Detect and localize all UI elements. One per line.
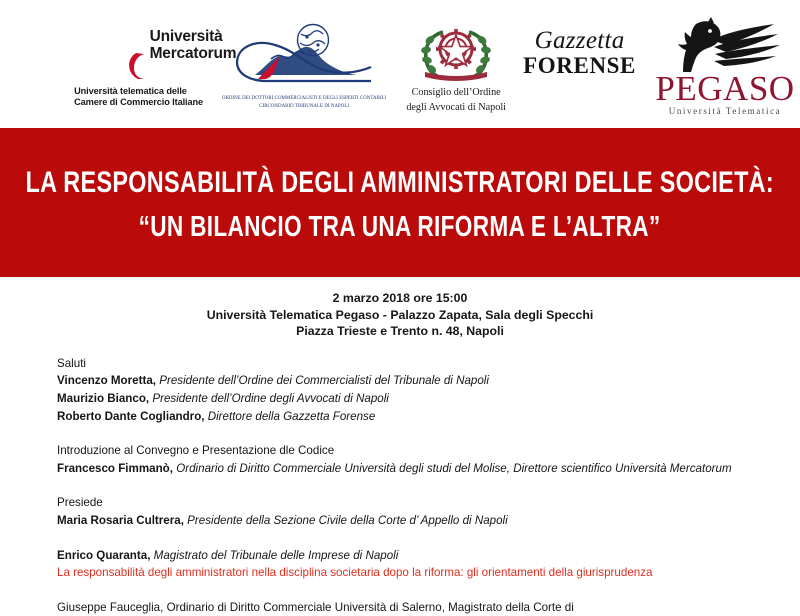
event-date: 2 marzo 2018 ore 15:00 bbox=[332, 291, 468, 305]
speaker-row bbox=[57, 547, 760, 565]
speaker-row bbox=[57, 408, 760, 426]
logo-universita-mercatorum bbox=[52, 28, 237, 108]
avvocati-caption-line2: degli Avvocati di Napoli bbox=[406, 102, 506, 113]
program-spacer bbox=[57, 582, 760, 599]
program-section bbox=[0, 355, 800, 614]
forense-word: FORENSE bbox=[523, 53, 636, 78]
speaker-name: Maria Rosaria Cultrera, bbox=[57, 513, 184, 527]
program-group-presiede bbox=[57, 494, 760, 529]
speaker-name: Francesco Fimmanò, bbox=[57, 461, 173, 475]
speaker-role: Presidente dell’Ordine degli Avvocati di Napoli bbox=[152, 391, 389, 405]
program-group-relazione bbox=[57, 547, 760, 582]
pegaso-wordmark: PEGASO bbox=[655, 69, 795, 108]
mercatorum-subtitle bbox=[52, 86, 203, 108]
speaker-row bbox=[57, 390, 760, 408]
title-banner bbox=[0, 128, 800, 277]
odcec-caption-line1: ORDINE DEI DOTTORI COMMERCIALISTI E DEGLI ESPERTI CONTABILI bbox=[222, 96, 387, 102]
mercatorum-subtitle-line1: Università telematica delle bbox=[74, 86, 187, 96]
speaker-name: Vincenzo Moretta, bbox=[57, 374, 156, 388]
cutoff-text: Giuseppe Fauceglia, Ordinario di Diritto Commerciale Università di Salerno, Magistrato della Corte di bbox=[57, 600, 574, 614]
banner-title-line1: LA RESPONSABILITÀ DEGLI AMMINISTRATORI DELLE SOCIETÀ: bbox=[25, 165, 775, 199]
logo-consiglio-ordine-avvocati bbox=[397, 22, 515, 115]
speaker-row bbox=[57, 372, 760, 390]
program-cutoff-row bbox=[57, 599, 760, 614]
mercatorum-subtitle-line2: Camere di Commercio Italiane bbox=[74, 97, 204, 107]
program-spacer bbox=[57, 477, 760, 494]
speaker-role: Direttore della Gazzetta Forense bbox=[207, 409, 376, 423]
program-group-introduzione bbox=[57, 442, 760, 477]
italian-republic-emblem-icon bbox=[397, 22, 515, 84]
pegaso-subtitle: Università Telematica bbox=[668, 106, 782, 116]
presiede-heading: Presiede bbox=[57, 496, 103, 510]
pegasus-icon bbox=[650, 18, 800, 73]
speaker-row bbox=[57, 512, 760, 530]
avvocati-caption-line1: Consiglio dell’Ordine bbox=[411, 86, 501, 98]
saluti-heading: Saluti bbox=[57, 356, 87, 370]
event-address: Piazza Trieste e Trento n. 48, Napoli bbox=[296, 324, 504, 339]
mercatorum-wordmark bbox=[150, 28, 237, 62]
speaker-name: Roberto Dante Cogliandro, bbox=[57, 409, 205, 423]
speaker-name: Enrico Quaranta, bbox=[57, 548, 151, 562]
speaker-role: Ordinario di Diritto Commerciale Università degli studi del Molise, Direttore scientifico Università Mercatorum bbox=[176, 461, 732, 475]
speaker-role: Presidente dell’Ordine dei Commercialisti del Tribunale di Napoli bbox=[159, 374, 489, 388]
gazzetta-word: Gazzetta bbox=[534, 27, 625, 54]
logo-header-bar bbox=[0, 0, 800, 128]
program-group-saluti bbox=[57, 355, 760, 425]
relazione-title: La responsabilità degli amministratori nella disciplina societaria dopo la riforma: gli orientamenti della giurisprudenza bbox=[57, 566, 653, 580]
event-venue-block bbox=[0, 290, 800, 340]
program-spacer bbox=[57, 530, 760, 547]
speaker-role: Presidente della Sezione Civile della Corte d’ Appello di Napoli bbox=[187, 513, 508, 527]
mercatorum-wordmark-line2: Mercatorum bbox=[149, 45, 237, 62]
program-spacer bbox=[57, 425, 760, 442]
speaker-row bbox=[57, 460, 760, 478]
speaker-role: Magistrato del Tribunale delle Imprese di Napoli bbox=[153, 548, 399, 562]
logo-pegaso bbox=[650, 18, 800, 116]
event-place: Università Telematica Pegaso - Palazzo Zapata, Sala degli Specchi bbox=[206, 307, 594, 322]
logo-gazzetta-forense bbox=[523, 28, 636, 78]
speaker-name: Maurizio Bianco, bbox=[57, 391, 150, 405]
odcec-caption-line2: CIRCONDARIO TRIBUNALE DI NAPOLI bbox=[259, 104, 350, 109]
introduzione-heading: Introduzione al Convegno e Presentazione dle Codice bbox=[57, 444, 335, 458]
banner-title-line2: “UN BILANCIO TRA UNA RIFORMA E L’ALTRA” bbox=[139, 210, 661, 243]
mercatorum-wordmark-line1: Università bbox=[149, 28, 223, 45]
